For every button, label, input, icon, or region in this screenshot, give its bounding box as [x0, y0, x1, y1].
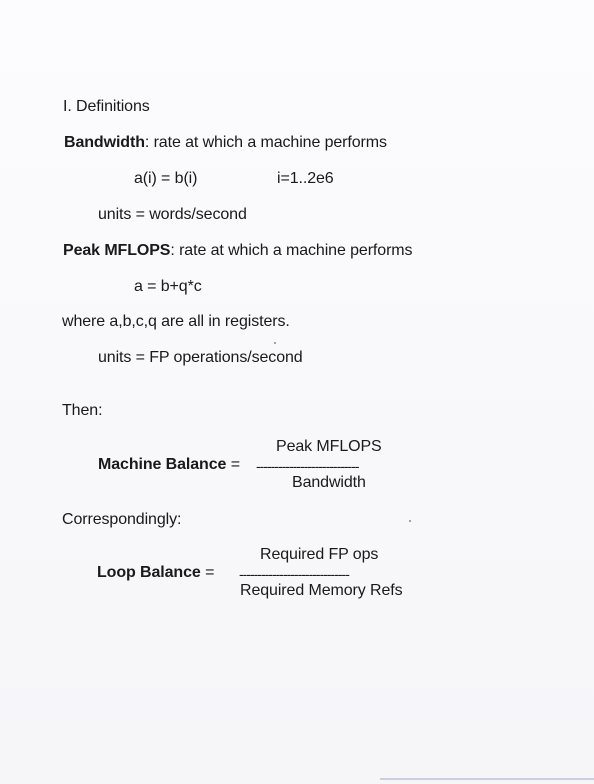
bandwidth-units: units = words/second	[98, 206, 247, 223]
scan-speck	[409, 520, 411, 522]
machine-balance-lhs	[98, 455, 240, 475]
peak-mflops-definition-line	[63, 241, 412, 261]
bandwidth-definition-line	[64, 133, 387, 153]
bandwidth-term: Bandwidth	[64, 134, 145, 151]
bandwidth-definition: : rate at which a machine performs	[144, 134, 387, 151]
peak-mflops-condition: where a,b,c,q are all in registers.	[62, 313, 290, 330]
peak-mflops-definition: : rate at which a machine performs	[170, 242, 413, 259]
loop-balance-numerator: Required FP ops	[260, 546, 379, 563]
correspondingly-label: Correspondingly:	[62, 511, 182, 528]
machine-balance-term: Machine Balance	[98, 456, 227, 473]
machine-balance-fraction-bar: ----------------------------	[256, 458, 359, 474]
scan-edge-line	[380, 778, 594, 780]
machine-balance-equals: =	[230, 456, 240, 473]
loop-balance-equals: =	[205, 564, 215, 581]
machine-balance-denominator: Bandwidth	[292, 474, 366, 491]
machine-balance-numerator: Peak MFLOPS	[276, 438, 382, 455]
scan-speck	[274, 342, 276, 344]
peak-mflops-term: Peak MFLOPS	[63, 242, 171, 259]
section-heading: I. Definitions	[63, 98, 150, 115]
then-label: Then:	[62, 402, 103, 419]
loop-balance-lhs	[97, 563, 214, 583]
bandwidth-range: i=1..2e6	[277, 170, 334, 187]
loop-balance-term: Loop Balance	[97, 564, 201, 581]
loop-balance-fraction-bar: ------------------------------	[239, 566, 349, 582]
peak-mflops-formula: a = b+q*c	[134, 278, 202, 295]
peak-mflops-units: units = FP operations/second	[98, 349, 303, 366]
loop-balance-denominator: Required Memory Refs	[240, 582, 403, 599]
bandwidth-formula: a(i) = b(i)	[134, 170, 198, 187]
